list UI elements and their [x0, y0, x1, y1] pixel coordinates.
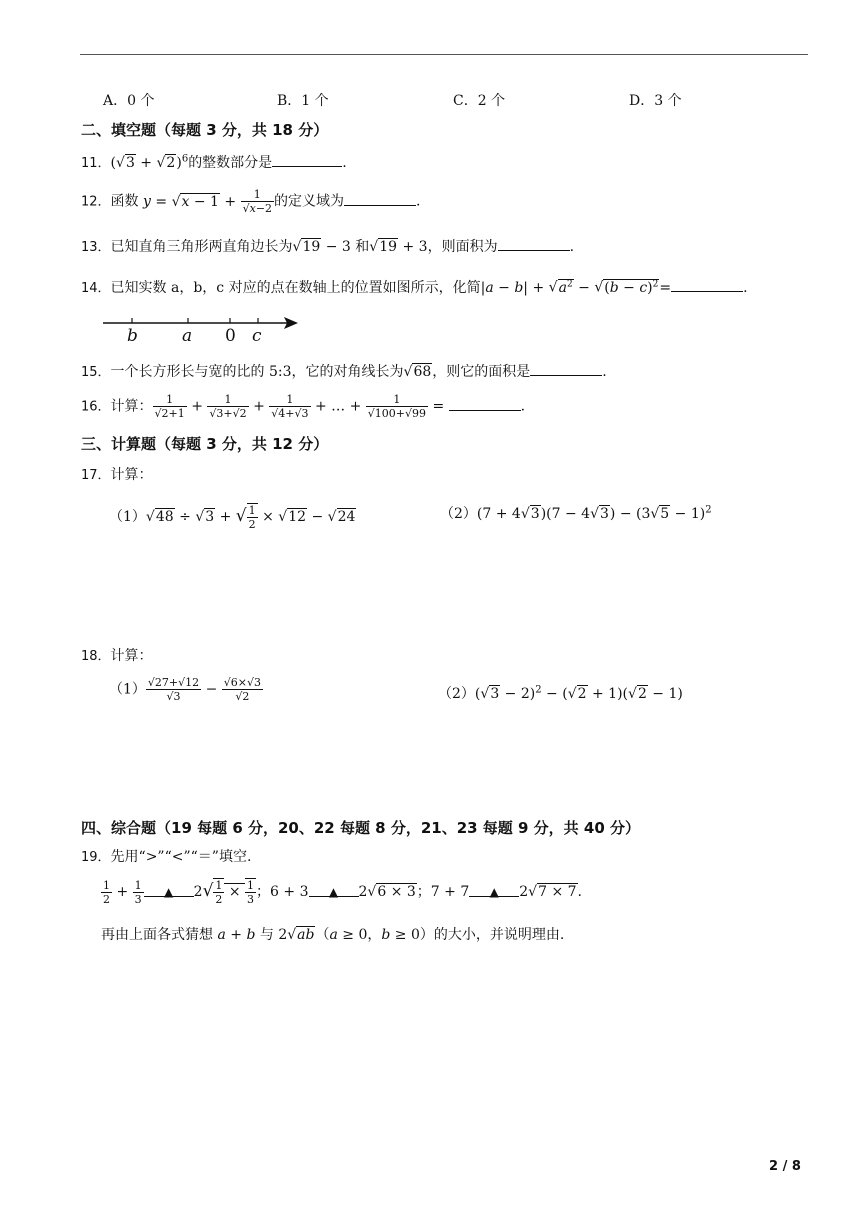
choice-b: B．1 个 [277, 93, 329, 109]
question-14: 14．已知实数 a，b，c 对应的点在数轴上的位置如图所示，化简$|a - b| + √a^2 - √(b - c)^2=$ . [81, 279, 748, 296]
choice-a: A．0 个 [103, 93, 155, 109]
question-15: 15．一个长方形长与宽的比的 5:3，它的对角线长为√68，则它的面积是 . [81, 364, 607, 380]
answer-blank[interactable] [272, 154, 342, 167]
question-number: 11． [81, 156, 111, 171]
question-number: 13． [81, 240, 111, 255]
answer-blank[interactable] [671, 279, 743, 292]
question-number: 19． [81, 850, 111, 865]
fraction: $\frac{1}{√2+1}$ [154, 393, 185, 420]
question-19-comparisons: $\frac{1}{2}$ + $\frac{1}{3}$ ▲ 2√ $\frac{1}{2}$ × $\frac{1}{3}$ ；6 + 3 ▲ 2√6 × 3；7 + 7 ▲ 2√7 × 7. [103, 878, 582, 906]
fraction: $\frac{√6\times√3}{√2}$ [223, 676, 262, 703]
question-18-part-2: $(2)(√3 - 2)^2 - (√2 + 1)(√2 - 1)$ [438, 684, 683, 702]
section-title-fill-in: 二、填空题（每题 3 分，共 18 分） [81, 121, 329, 139]
question-number: 12． [81, 194, 111, 210]
fraction: $\frac{1}{√3+√2}$ [209, 393, 247, 420]
numberline-label-c: c [252, 326, 262, 346]
comparison-blank[interactable]: ▲ [144, 884, 194, 897]
choice-d: D．3 个 [629, 93, 682, 109]
answer-blank[interactable] [498, 238, 570, 251]
choice-c: C．2 个 [453, 93, 506, 109]
fraction: $\frac{1}{√100+√99}$ [367, 393, 427, 420]
question-19-guess: 再由上面各式猜想 a + b 与 2√ab（a ≥ 0，b ≥ 0）的大小，并说明理由. [101, 927, 565, 943]
fraction: $\frac{1}{2}$ [215, 879, 223, 906]
answer-blank[interactable] [449, 398, 521, 411]
header-rule [80, 54, 808, 55]
question-number: 16． [81, 399, 111, 415]
section-title-comprehensive: 四、综合题（19 每题 6 分，20、22 每题 8 分，21、23 每题 9 分，共 40 分） [81, 819, 641, 837]
numberline-label-b: b [127, 326, 138, 346]
fraction: $\frac{1}{3}$ [247, 879, 255, 906]
question-number: 15． [81, 365, 111, 380]
question-17: 17．计算： [81, 467, 153, 483]
question-number: 18． [81, 649, 111, 664]
fraction: $\frac{1}{3}$ [134, 878, 142, 906]
question-19: 19．先用“>”“<”“＝”填空. [81, 849, 252, 865]
math-expression: $(√3 + √2)^6$ [110, 153, 189, 171]
section-title-calculation: 三、计算题（每题 3 分，共 12 分） [81, 435, 329, 453]
math-expression: y [143, 193, 151, 210]
fraction: $\frac{√27+√12}{√3}$ [147, 676, 200, 703]
page-number: 2 / 8 [769, 1159, 801, 1174]
numberline-label-a: a [182, 326, 193, 346]
answer-blank[interactable] [530, 363, 602, 376]
question-13: 13．已知直角三角形两直角边长为√19 − 3 和√19 + 3，则面积为 . [81, 239, 575, 255]
question-18: 18．计算： [81, 648, 153, 664]
fraction: $\frac{1}{2}$ [103, 878, 110, 906]
numberline-label-zero: 0 [225, 326, 236, 346]
fraction: $\frac{1}{√x-2}$ [242, 188, 273, 215]
question-17-part-1: （1）√48 ÷ √3 + √ $\frac{1}{2}$ × √12 − √24 [109, 504, 356, 531]
answer-blank[interactable] [344, 193, 416, 206]
question-17-part-2: $(2)(7 + 4√3)(7 - 4√3) - (3√5 - 1)^2$ [440, 504, 712, 522]
question-number: 17． [81, 468, 111, 483]
question-16: 16．计算： $\frac{1}{√2+1}$ + $\frac{1}{√3+√2}$ + $\frac{1}{√4+√3}$ + … + $\frac{1}{√100+√99}$ = . [81, 393, 526, 420]
comparison-blank[interactable]: ▲ [469, 884, 519, 897]
fraction: $\frac{1}{2}$ [248, 504, 256, 531]
question-12: 12．函数 y = √x − 1 + $\frac{1}{√x-2}$ 的定义域为 . [81, 188, 421, 215]
comparison-blank[interactable]: ▲ [309, 884, 359, 897]
question-number: 14． [81, 281, 111, 296]
question-18-part-1: （1） $\frac{√27+√12}{√3}$ − $\frac{√6\times√3}{√2}$ [109, 676, 262, 703]
fraction: $\frac{1}{√4+√3}$ [271, 393, 309, 420]
question-11: 11．$(√3 + √2)^6$的整数部分是 . [81, 153, 347, 171]
